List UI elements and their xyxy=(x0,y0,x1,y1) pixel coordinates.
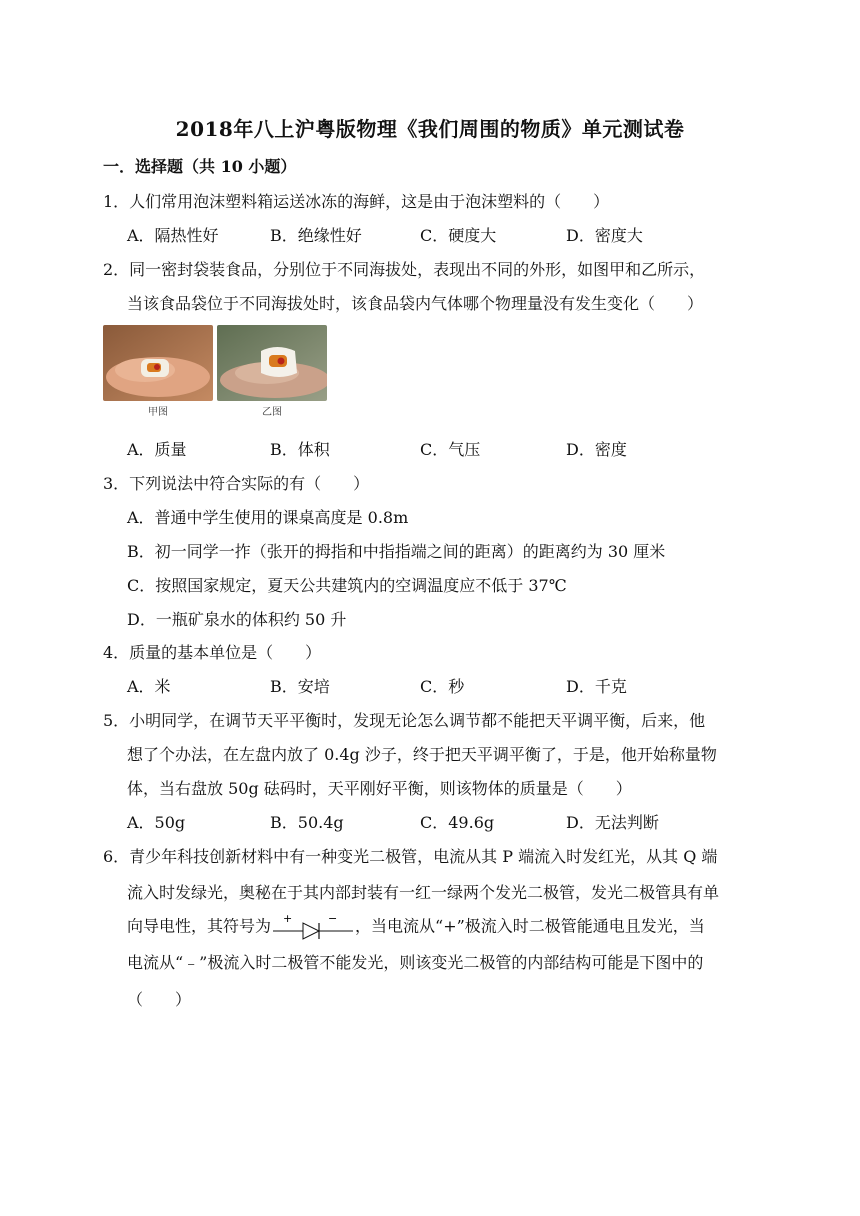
q1-option-a: A．隔热性好 xyxy=(127,226,219,245)
diode-symbol-icon xyxy=(273,912,353,942)
q2-stem-line1: 2．同一密封袋装食品，分别位于不同海拔处，表现出不同的外形，如图甲和乙所示， xyxy=(103,260,706,279)
diode-minus-label: − xyxy=(328,912,338,925)
q6-stem-line1: 6．青少年科技创新材料中有一种变光二极管，电流从其 P 端流入时发红光，从其 Q 端 xyxy=(103,847,718,866)
q2-stem-line2: 当该食品袋位于不同海拔处时，该食品袋内气体哪个物理量没有发生变化（ ） xyxy=(127,294,704,313)
q3-option-c: C．按照国家规定，夏天公共建筑内的空调温度应不低于 37℃ xyxy=(127,576,567,595)
q2-option-a: A．质量 xyxy=(127,440,187,459)
q3-option-a: A．普通中学生使用的课桌高度是 0.8m xyxy=(127,508,409,527)
q6-stem-line3-start: 向导电性，其符号为 xyxy=(127,916,272,936)
q6-stem-line3-end: ，当电流从“+”极流入时二极管能通电且发光，当 xyxy=(355,916,705,936)
section-heading: 一．选择题（共 10 小题） xyxy=(103,157,297,176)
q5-stem-line2: 想了个办法，在左盘内放了 0.4g 沙子，终于把天平调平衡了，于是，他开始称量物 xyxy=(127,745,717,764)
q5-option-a: A．50g xyxy=(127,813,186,832)
q1-option-c: C．硬度大 xyxy=(420,226,497,245)
q5-stem-line1: 5．小明同学，在调节天平平衡时，发现无论怎么调节都不能把天平调平衡，后来，他 xyxy=(103,711,706,730)
q5-option-c: C．49.6g xyxy=(420,813,495,832)
caption-yi: 乙图 xyxy=(262,407,282,418)
q1-option-b: B．绝缘性好 xyxy=(270,226,362,245)
q6-stem-line3 xyxy=(127,912,705,942)
q1-option-d: D．密度大 xyxy=(566,226,643,245)
caption-jia: 甲图 xyxy=(148,407,168,418)
q6-stem-line4: 电流从“﹣”极流入时二极管不能发光，则该变光二极管的内部结构可能是下图中的 xyxy=(127,953,704,972)
q4-option-c: C．秒 xyxy=(420,677,465,696)
q5-option-d: D．无法判断 xyxy=(566,813,659,832)
q2-option-c: C．气压 xyxy=(420,440,481,459)
food-bag-photo-yi xyxy=(217,325,327,401)
food-bag-photo-jia xyxy=(103,325,213,401)
q6-stem-line5: （ ） xyxy=(127,990,192,1009)
exam-title: 2018年八上沪粤版物理《我们周围的物质》单元测试卷 xyxy=(175,117,685,141)
food-bag-photos xyxy=(103,325,331,420)
q1-stem: 1．人们常用泡沫塑料箱运送冰冻的海鲜，这是由于泡沫塑料的（ ） xyxy=(103,192,610,211)
q2-option-d: D．密度 xyxy=(566,440,627,459)
q3-option-d: D．一瓶矿泉水的体积约 50 升 xyxy=(127,610,347,629)
q4-option-b: B．安培 xyxy=(270,677,330,696)
q6-stem-line2: 流入时发绿光，奥秘在于其内部封装有一红一绿两个发光二极管，发光二极管具有单 xyxy=(127,883,720,902)
q3-stem: 3．下列说法中符合实际的有（ ） xyxy=(103,474,370,493)
q3-option-b: B．初一同学一拃（张开的拇指和中指指端之间的距离）的距离约为 30 厘米 xyxy=(127,542,666,561)
q5-option-b: B．50.4g xyxy=(270,813,344,832)
q5-stem-line3: 体，当右盘放 50g 砝码时，天平刚好平衡，则该物体的质量是（ ） xyxy=(127,779,632,798)
diode-plus-label: + xyxy=(283,912,293,925)
q4-stem: 4．质量的基本单位是（ ） xyxy=(103,643,322,662)
q4-option-d: D．千克 xyxy=(566,677,627,696)
q4-option-a: A．米 xyxy=(127,677,171,696)
q2-option-b: B．体积 xyxy=(270,440,330,459)
